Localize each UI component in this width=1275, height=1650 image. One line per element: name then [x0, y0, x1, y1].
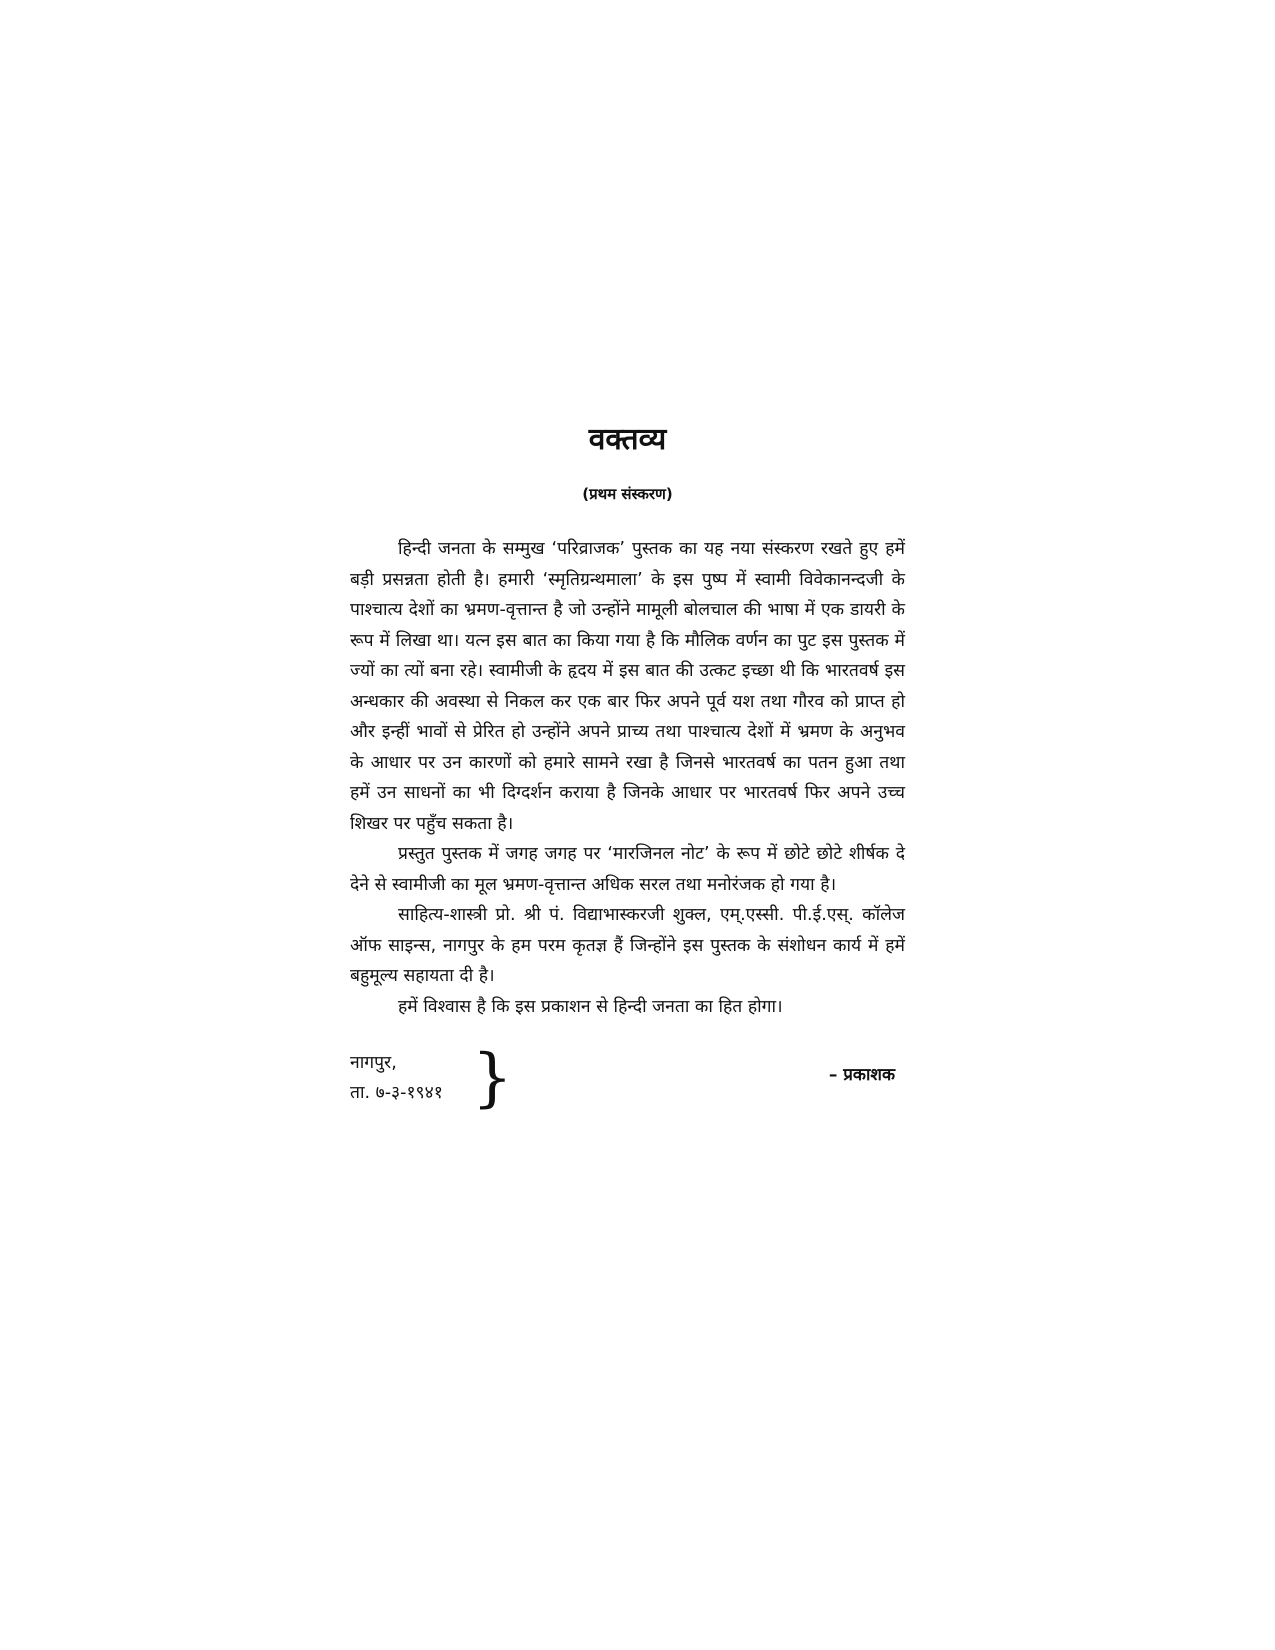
right-brace: }	[472, 1041, 513, 1115]
document-body	[350, 420, 905, 1118]
place-text: नागपुर,	[350, 1053, 397, 1073]
page-title: वक्तव्य	[588, 422, 667, 457]
paragraph-3: साहित्य-शास्त्री प्रो. श्री पं. विद्याभास्करजी शुक्ल, एम्.एस्सी. पी.ई.एस्. कॉलेज ऑफ साइन्स, नागपुर के हम परम कृतज्ञ हैं जिन्होंने इस पुस्तक के संशोधन कार्य में हमें बहुमूल्य सहायता दी है।	[350, 905, 905, 986]
place-date	[350, 1048, 443, 1108]
paragraph-2: प्रस्तुत पुस्तक में जगह जगह पर ‘मारजिनल नोट’ के रूप में छोटे छोटे शीर्षक दे देने से स्वामीजी का मूल भ्रमण-वृत्तान्त अधिक सरल तथा मनोरंजक हो गया है।	[350, 844, 905, 895]
signature-block	[350, 1041, 905, 1118]
paragraph-1: हिन्दी जनता के सम्मुख ‘परिव्राजक’ पुस्तक का यह नया संस्करण रखते हुए हमें बड़ी प्रसन्नता होती है। हमारी ‘स्मृतिग्रन्थमाला’ के इस पुष्प में स्वामी विवेकानन्दजी के पाश्चात्य देशों का भ्रमण-वृत्तान्त है जो उन्होंने मामूली बोलचाल की भाषा में एक डायरी के रूप में लिखा था। यत्न इस बात का किया गया है कि मौलिक वर्णन का पुट इस पुस्तक में ज्यों का त्यों बना रहे। स्वामीजी के हृदय में इस बात की उत्कट इच्छा थी कि भारतवर्ष इस अन्धकार की अवस्था से निकल कर एक बार फिर अपने पूर्व यश तथा गौरव को प्राप्त हो और इन्हीं भावों से प्रेरित हो उन्होंने अपने प्राच्य तथा पाश्चात्य देशों में भ्रमण के अनुभव के आधार पर उन कारणों को हमारे सामने रखा है जिनसे भारतवर्ष का पतन हुआ तथा हमें उन साधनों का भी दिग्दर्शन कराया है जिनके आधार पर भारतवर्ष फिर अपने उच्च शिखर पर पहुँच सकता है।	[350, 539, 905, 834]
date-text: ता. ७-३-१९४१	[350, 1083, 443, 1103]
edition-subtitle: (प्रथम संस्करण)	[582, 485, 673, 503]
paragraph-4: हमें विश्वास है कि इस प्रकाशन से हिन्दी जनता का हित होगा।	[398, 996, 783, 1017]
publisher-signature: – प्रकाशक	[828, 1065, 895, 1085]
